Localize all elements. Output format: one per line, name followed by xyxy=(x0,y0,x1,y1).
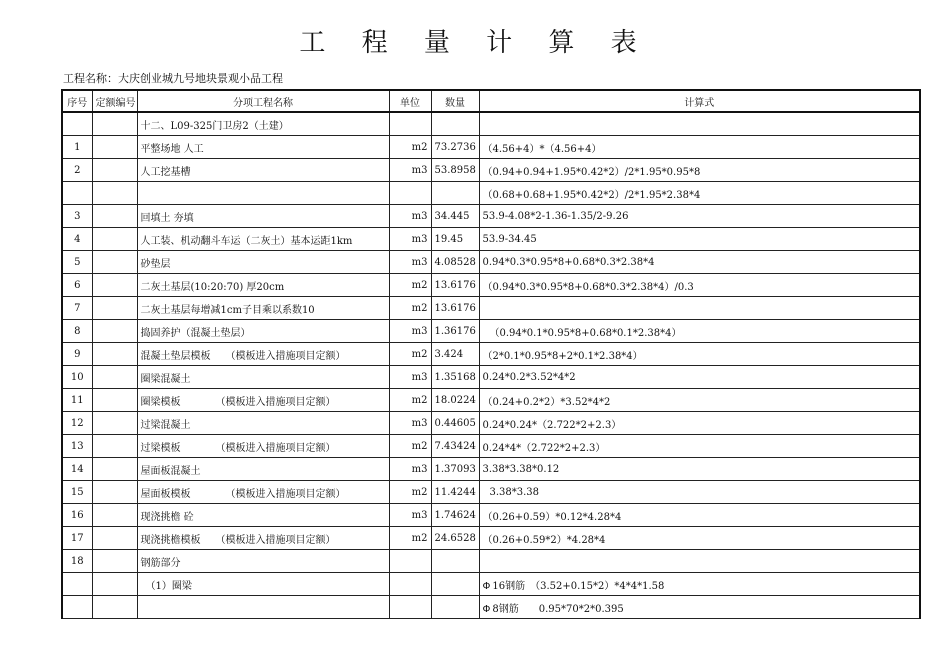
cell-seq: 7 xyxy=(62,297,92,320)
cell-qty: 13.6176 xyxy=(431,274,479,297)
cell-seq: 8 xyxy=(62,320,92,343)
cell-seq: 10 xyxy=(62,366,92,389)
cell-formula: 0.94*0.3*0.95*8+0.68*0.3*2.38*4 xyxy=(479,251,920,274)
cell-qty: 24.6528 xyxy=(431,527,479,550)
table-row xyxy=(62,389,920,412)
cell-quota xyxy=(92,481,137,504)
table-row xyxy=(62,228,920,251)
cell-quota xyxy=(92,573,137,596)
table-row xyxy=(62,504,920,527)
table-row xyxy=(62,274,920,297)
cell-qty xyxy=(431,596,479,619)
cell-formula: （0.68+0.68+1.95*0.42*2）/2*1.95*2.38*4 xyxy=(479,182,920,205)
cell-formula: （0.26+0.59）*0.12*4.28*4 xyxy=(479,504,920,527)
cell-formula: 0.24*0.2*3.52*4*2 xyxy=(479,366,920,389)
table-row xyxy=(62,205,920,228)
header-seq: 序号 xyxy=(62,90,92,112)
cell-formula: （0.26+0.59*2）*4.28*4 xyxy=(479,527,920,550)
cell-seq xyxy=(62,182,92,205)
cell-unit xyxy=(389,596,431,619)
cell-seq: 12 xyxy=(62,412,92,435)
project-name: 工程名称：大庆创业城九号地块景观小品工程 xyxy=(63,72,283,85)
cell-seq: 15 xyxy=(62,481,92,504)
table-row xyxy=(62,159,920,182)
cell-qty: 0.44605 xyxy=(431,412,479,435)
cell-seq: 2 xyxy=(62,159,92,182)
header-item: 分项工程名称 xyxy=(137,90,389,112)
cell-qty xyxy=(431,573,479,596)
cell-qty: 1.74624 xyxy=(431,504,479,527)
cell-item: 人工装、机动翻斗车运（二灰土）基本运距1km xyxy=(137,228,389,251)
cell-item: 屋面板混凝土 xyxy=(137,458,389,481)
cell-seq xyxy=(62,596,92,619)
cell-formula: （0.94+0.94+1.95*0.42*2）/2*1.95*0.95*8 xyxy=(479,159,920,182)
header-qty: 数量 xyxy=(431,90,479,112)
cell-item: 圈梁模板 （模板进入措施项目定额） xyxy=(137,389,389,412)
cell-unit: m3 xyxy=(389,251,431,274)
cell-formula: （0.24+0.2*2）*3.52*4*2 xyxy=(479,389,920,412)
cell-qty: 7.43424 xyxy=(431,435,479,458)
cell-qty xyxy=(431,112,479,136)
cell-seq: 17 xyxy=(62,527,92,550)
cell-formula: 3.38*3.38 xyxy=(479,481,920,504)
cell-qty: 1.35168 xyxy=(431,366,479,389)
table-row xyxy=(62,596,920,619)
table-row xyxy=(62,458,920,481)
cell-qty: 18.0224 xyxy=(431,389,479,412)
table-row xyxy=(62,136,920,159)
rebar-symbol: Φ xyxy=(482,603,491,615)
cell-quota xyxy=(92,504,137,527)
cell-unit: m3 xyxy=(389,320,431,343)
cell-unit: m3 xyxy=(389,458,431,481)
table-row xyxy=(62,412,920,435)
cell-quota xyxy=(92,412,137,435)
table-row xyxy=(62,182,920,205)
cell-item: （1）圈梁 xyxy=(137,573,389,596)
header-quota: 定额编号 xyxy=(92,90,137,112)
cell-formula: 0.24*0.24*（2.722*2+2.3） xyxy=(479,412,920,435)
cell-quota xyxy=(92,205,137,228)
cell-formula xyxy=(479,297,920,320)
cell-item xyxy=(137,182,389,205)
cell-seq: 3 xyxy=(62,205,92,228)
cell-unit: m2 xyxy=(389,136,431,159)
cell-item xyxy=(137,596,389,619)
cell-qty: 19.45 xyxy=(431,228,479,251)
cell-quota xyxy=(92,136,137,159)
cell-item: 屋面板模板 （模板进入措施项目定额） xyxy=(137,481,389,504)
cell-unit: m2 xyxy=(389,297,431,320)
cell-seq xyxy=(62,573,92,596)
cell-quota xyxy=(92,527,137,550)
cell-unit xyxy=(389,112,431,136)
header-formula: 计算式 xyxy=(479,90,920,112)
cell-unit xyxy=(389,573,431,596)
cell-unit: m3 xyxy=(389,412,431,435)
cell-quota xyxy=(92,435,137,458)
table-row xyxy=(62,297,920,320)
cell-qty: 11.4244 xyxy=(431,481,479,504)
cell-quota xyxy=(92,274,137,297)
cell-unit: m3 xyxy=(389,366,431,389)
cell-item: 捣固养护（混凝土垫层） xyxy=(137,320,389,343)
cell-quota xyxy=(92,112,137,136)
table-row xyxy=(62,527,920,550)
cell-quota xyxy=(92,458,137,481)
rebar-formula: 16钢筋 （3.52+0.15*2）*4*4*1.58 xyxy=(492,580,665,592)
cell-unit: m3 xyxy=(389,159,431,182)
cell-formula: （0.94*0.1*0.95*8+0.68*0.1*2.38*4） xyxy=(479,320,920,343)
cell-item: 人工挖基槽 xyxy=(137,159,389,182)
rebar-symbol: Φ xyxy=(482,580,491,592)
cell-seq: 13 xyxy=(62,435,92,458)
cell-quota xyxy=(92,297,137,320)
cell-qty xyxy=(431,182,479,205)
cell-qty: 53.8958 xyxy=(431,159,479,182)
cell-item: 回填土 夯填 xyxy=(137,205,389,228)
cell-unit: m2 xyxy=(389,343,431,366)
cell-item: 现浇挑檐模板 （模板进入措施项目定额） xyxy=(137,527,389,550)
table-row xyxy=(62,366,920,389)
quantity-calculation-table xyxy=(61,89,921,619)
cell-formula xyxy=(479,596,920,619)
cell-seq: 1 xyxy=(62,136,92,159)
cell-formula: 53.9-4.08*2-1.36-1.35/2-9.26 xyxy=(479,205,920,228)
table-row xyxy=(62,320,920,343)
cell-item: 钢筋部分 xyxy=(137,550,389,573)
cell-item: 过梁混凝土 xyxy=(137,412,389,435)
cell-unit: m2 xyxy=(389,435,431,458)
cell-item: 圈梁混凝土 xyxy=(137,366,389,389)
cell-seq: 14 xyxy=(62,458,92,481)
table-row xyxy=(62,481,920,504)
cell-quota xyxy=(92,550,137,573)
cell-formula: 53.9-34.45 xyxy=(479,228,920,251)
table-row xyxy=(62,251,920,274)
rebar-formula: 8钢筋 0.95*70*2*0.395 xyxy=(492,603,624,615)
cell-unit: m3 xyxy=(389,205,431,228)
cell-item: 过梁模板 （模板进入措施项目定额） xyxy=(137,435,389,458)
cell-item: 平整场地 人工 xyxy=(137,136,389,159)
cell-unit: m2 xyxy=(389,527,431,550)
cell-seq: 9 xyxy=(62,343,92,366)
cell-formula xyxy=(479,573,920,596)
cell-quota xyxy=(92,320,137,343)
cell-formula xyxy=(479,112,920,136)
cell-qty: 1.37093 xyxy=(431,458,479,481)
cell-formula: （4.56+4）*（4.56+4） xyxy=(479,136,920,159)
cell-quota xyxy=(92,389,137,412)
cell-item: 现浇挑檐 砼 xyxy=(137,504,389,527)
cell-item: 二灰土基层(10:20:70) 厚20cm xyxy=(137,274,389,297)
cell-quota xyxy=(92,366,137,389)
cell-unit: m2 xyxy=(389,481,431,504)
table-row xyxy=(62,550,920,573)
cell-qty xyxy=(431,550,479,573)
cell-formula: 3.38*3.38*0.12 xyxy=(479,458,920,481)
cell-quota xyxy=(92,251,137,274)
cell-qty: 4.08528 xyxy=(431,251,479,274)
table-row xyxy=(62,435,920,458)
cell-seq: 11 xyxy=(62,389,92,412)
cell-quota xyxy=(92,159,137,182)
cell-seq: 16 xyxy=(62,504,92,527)
cell-qty: 3.424 xyxy=(431,343,479,366)
page-title: 工 程 量 计 算 表 xyxy=(299,28,651,58)
cell-unit xyxy=(389,182,431,205)
cell-seq xyxy=(62,112,92,136)
cell-seq: 4 xyxy=(62,228,92,251)
cell-formula: （2*0.1*0.95*8+2*0.1*2.38*4） xyxy=(479,343,920,366)
table-row xyxy=(62,112,920,136)
cell-qty: 73.2736 xyxy=(431,136,479,159)
header-unit: 单位 xyxy=(389,90,431,112)
cell-seq: 6 xyxy=(62,274,92,297)
cell-unit: m3 xyxy=(389,228,431,251)
cell-unit: m2 xyxy=(389,389,431,412)
cell-qty: 13.6176 xyxy=(431,297,479,320)
cell-qty: 34.445 xyxy=(431,205,479,228)
cell-unit xyxy=(389,550,431,573)
cell-seq: 5 xyxy=(62,251,92,274)
table-row xyxy=(62,343,920,366)
cell-formula: 0.24*4*（2.722*2+2.3） xyxy=(479,435,920,458)
cell-item: 十二、L09-325门卫房2（土建） xyxy=(137,112,389,136)
cell-quota xyxy=(92,596,137,619)
cell-item: 混凝土垫层模板 （模板进入措施项目定额） xyxy=(137,343,389,366)
cell-qty: 1.36176 xyxy=(431,320,479,343)
cell-unit: m2 xyxy=(389,274,431,297)
cell-unit: m3 xyxy=(389,504,431,527)
cell-quota xyxy=(92,228,137,251)
cell-formula: （0.94*0.3*0.95*8+0.68*0.3*2.38*4）/0.3 xyxy=(479,274,920,297)
cell-quota xyxy=(92,343,137,366)
header-row xyxy=(62,90,920,112)
cell-item: 二灰土基层每增减1cm子目乘以系数10 xyxy=(137,297,389,320)
cell-seq: 18 xyxy=(62,550,92,573)
table-row xyxy=(62,573,920,596)
cell-formula xyxy=(479,550,920,573)
cell-item: 砂垫层 xyxy=(137,251,389,274)
cell-quota xyxy=(92,182,137,205)
